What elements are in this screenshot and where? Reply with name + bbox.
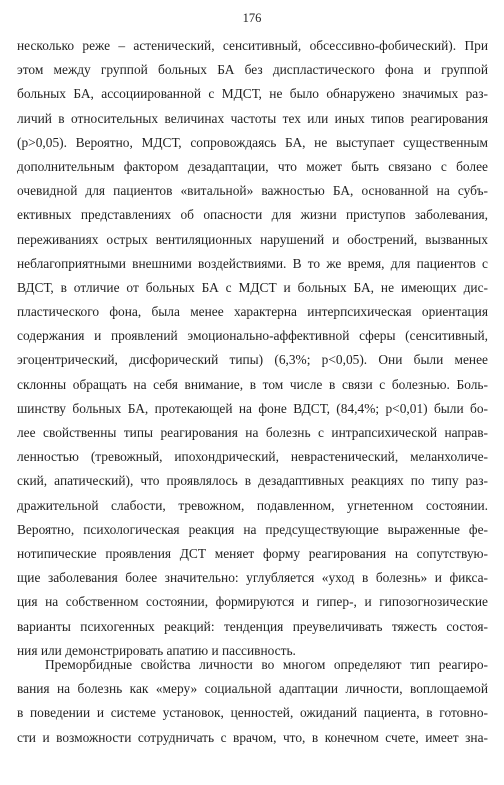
text-line: личий в относительных величинах частоты тех или иных типов реагирования	[17, 110, 488, 126]
text-line: эгоцентрический, дисфорический типы) (6,3%; p<0,05). Они были менее	[17, 352, 488, 368]
text-line: (p>0,05). Вероятно, МДСТ, сопровождаясь БА, не выступает существенным	[17, 134, 488, 150]
text-line: лее свойственны типы реагирования на болезнь с интрапсихической направ-	[17, 425, 488, 440]
text-line: нотипические проявления ДСТ меняет форму реагирования на сопутствую-	[17, 545, 488, 561]
page-number: 176	[242, 11, 262, 25]
text-line: ВДСТ, в отличие от больных БА с МДСТ и больных БА, не имеющих дис-	[17, 279, 488, 295]
text-line: Преморбидные свойства личности во многом определяют тип реагиро-	[45, 657, 488, 672]
text-line: очевидной для пациентов «витальной» важностью БА, основанной на субъ-	[17, 183, 488, 199]
paragraph-1	[17, 34, 488, 663]
text-line: щие заболевания более значительно: углубляется «уход в болезнь» и фикса-	[17, 570, 488, 586]
paragraph-2	[17, 653, 488, 750]
text-line: пластического фона, была менее характерна интерпсихическая ориентация	[17, 304, 488, 320]
text-line: неблагоприятными внешними воздействиями. В то же время, для пациентов с	[17, 255, 488, 271]
text-line: дополнительным фактором дезадаптации, что может быть связано с более	[17, 158, 488, 174]
text-line: дражительной слабости, тревожном, подавленном, угнетенном состоянии.	[17, 497, 488, 513]
text-line: в поведении и системе установок, ценностей, ожиданий пациента, в готовно-	[17, 705, 488, 721]
text-line: больных БА, ассоциированной с МДСТ, не было обнаружено значимых раз-	[17, 86, 488, 102]
text-line: склонны обращать на себя внимание, в том числе в связи с болезнью. Боль-	[17, 376, 488, 392]
text-line: шинству больных БА, протекающей на фоне ВДСТ, (84,4%; p<0,01) были бо-	[17, 400, 488, 416]
text-line: вания на болезнь как «меру» социальной адаптации личности, воплощаемой	[17, 681, 488, 697]
text-line: сти и возможности сотрудничать с врачом, что, в конечном счете, имеет зна-	[17, 729, 488, 745]
text-line: ленностью (тревожный, ипохондрический, неврастенический, меланхоличе-	[17, 449, 488, 465]
text-line: переживаниях острых вентиляционных нарушений и обострений, вызванных	[17, 231, 488, 247]
text-line: этом между группой больных БА без диспластического фона и группой	[17, 62, 488, 78]
text-line: Вероятно, психологическая реакция на предсуществующие выраженные фе-	[17, 521, 488, 537]
text-line: ективных представлениях об опасности для жизни приступов заболевания,	[17, 207, 488, 223]
text-line: ния или демонстрировать апатию и пассивность.	[17, 642, 296, 658]
text-line: несколько реже – астенический, сенситивный, обсессивно-фобический). При	[17, 38, 488, 53]
text-line: содержания и проявлений эмоционально-аффективной сферы (сенситивный,	[17, 328, 488, 344]
text-line: варианты психогенных реакций: тенденция преувеличивать тяжесть состоя-	[17, 618, 488, 634]
text-line: ский, апатический), что проявлялось в дезадаптивных реакциях по типу раз-	[17, 473, 488, 489]
text-line: ция на собственном состоянии, формируются и гипер-, и гипозогнозические	[17, 594, 488, 610]
